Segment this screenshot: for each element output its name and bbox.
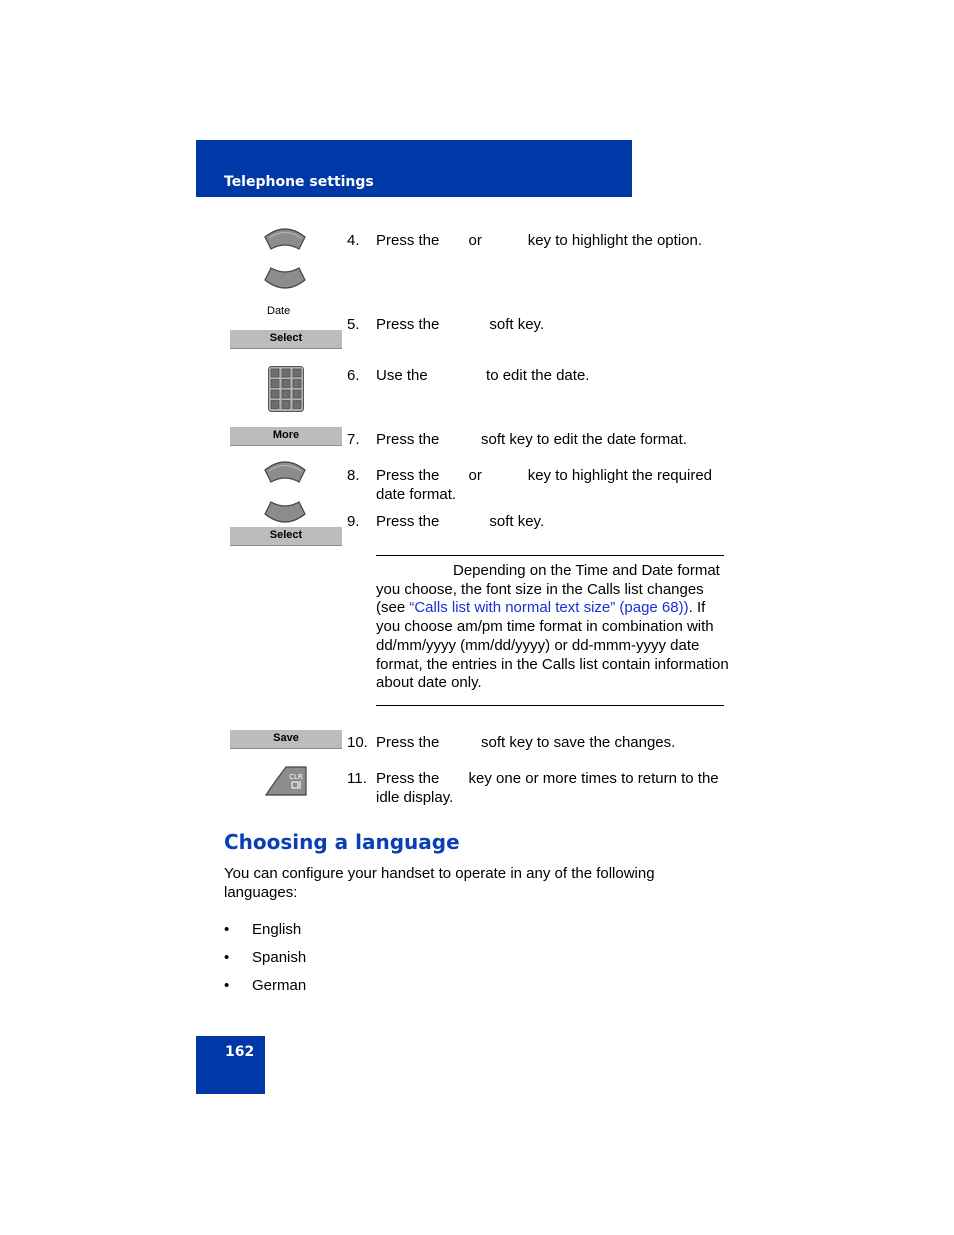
bullet-icon: • [224, 921, 230, 938]
step-number: 6. [347, 367, 360, 384]
page-number-box [196, 1036, 265, 1094]
note-bottom-rule [376, 705, 724, 706]
keypad-icon [268, 366, 304, 412]
select-softkey[interactable]: Select [230, 527, 342, 546]
language-name: Spanish [252, 949, 307, 966]
step-number: 9. [347, 513, 360, 530]
section-title: Choosing a language [224, 830, 460, 854]
clear-key-icon [264, 766, 308, 796]
step-text: Press the soft key. [376, 513, 545, 530]
bullet-icon: • [224, 949, 230, 966]
language-name: German [252, 977, 307, 994]
page-number: 162 [225, 1044, 255, 1060]
step-number: 8. [347, 467, 360, 484]
navigation-down-key-icon [263, 262, 307, 292]
note-top-rule [376, 555, 724, 556]
note [376, 562, 731, 693]
step-text: Press the or key to highlight the option. [376, 232, 703, 249]
navigation-down-key-icon [263, 496, 307, 526]
step-text: Press the soft key to save the changes. [376, 734, 676, 751]
language-name: English [252, 921, 302, 938]
step-text: Press the or key to highlight the required date format. [376, 467, 717, 503]
step-text: Press the soft key. [376, 316, 545, 333]
navigation-up-key-icon [263, 225, 307, 255]
step-text: Press the soft key to edit the date format. [376, 431, 687, 448]
more-softkey[interactable]: More [230, 427, 342, 446]
calls-list-link[interactable]: “Calls list with normal text size” (page 68)) [409, 599, 689, 617]
step-number: 5. [347, 316, 360, 333]
note-text-continued: . If you choose am/pm time format in combination with dd/mm/yyyy (mm/dd/yyyy) or dd-mmm-yyyy date format, the entries in the Calls list contain information about date only. [376, 599, 729, 692]
step-number: 4. [347, 232, 360, 249]
svg-text:CLR: CLR [289, 773, 303, 781]
navigation-up-key-icon [263, 458, 307, 488]
note-text: Depending on the Time and Date format you choose, the font size in the Calls list changes (see [376, 562, 720, 617]
date-option-label: Date [267, 305, 291, 317]
step-text: Press the key one or more times to return to the idle display. [376, 770, 723, 806]
save-softkey[interactable]: Save [230, 730, 342, 749]
bullet-icon: • [224, 977, 230, 994]
step-number: 7. [347, 431, 360, 448]
select-softkey[interactable]: Select [230, 330, 342, 349]
section-intro: You can configure your handset to operate in any of the following languages: [224, 865, 655, 901]
step-number: 11. [347, 770, 367, 787]
header-bar [196, 140, 632, 197]
header-title: Telephone settings [224, 174, 374, 190]
step-number: 10. [347, 734, 368, 751]
step-text: Use the to edit the date. [376, 367, 590, 384]
